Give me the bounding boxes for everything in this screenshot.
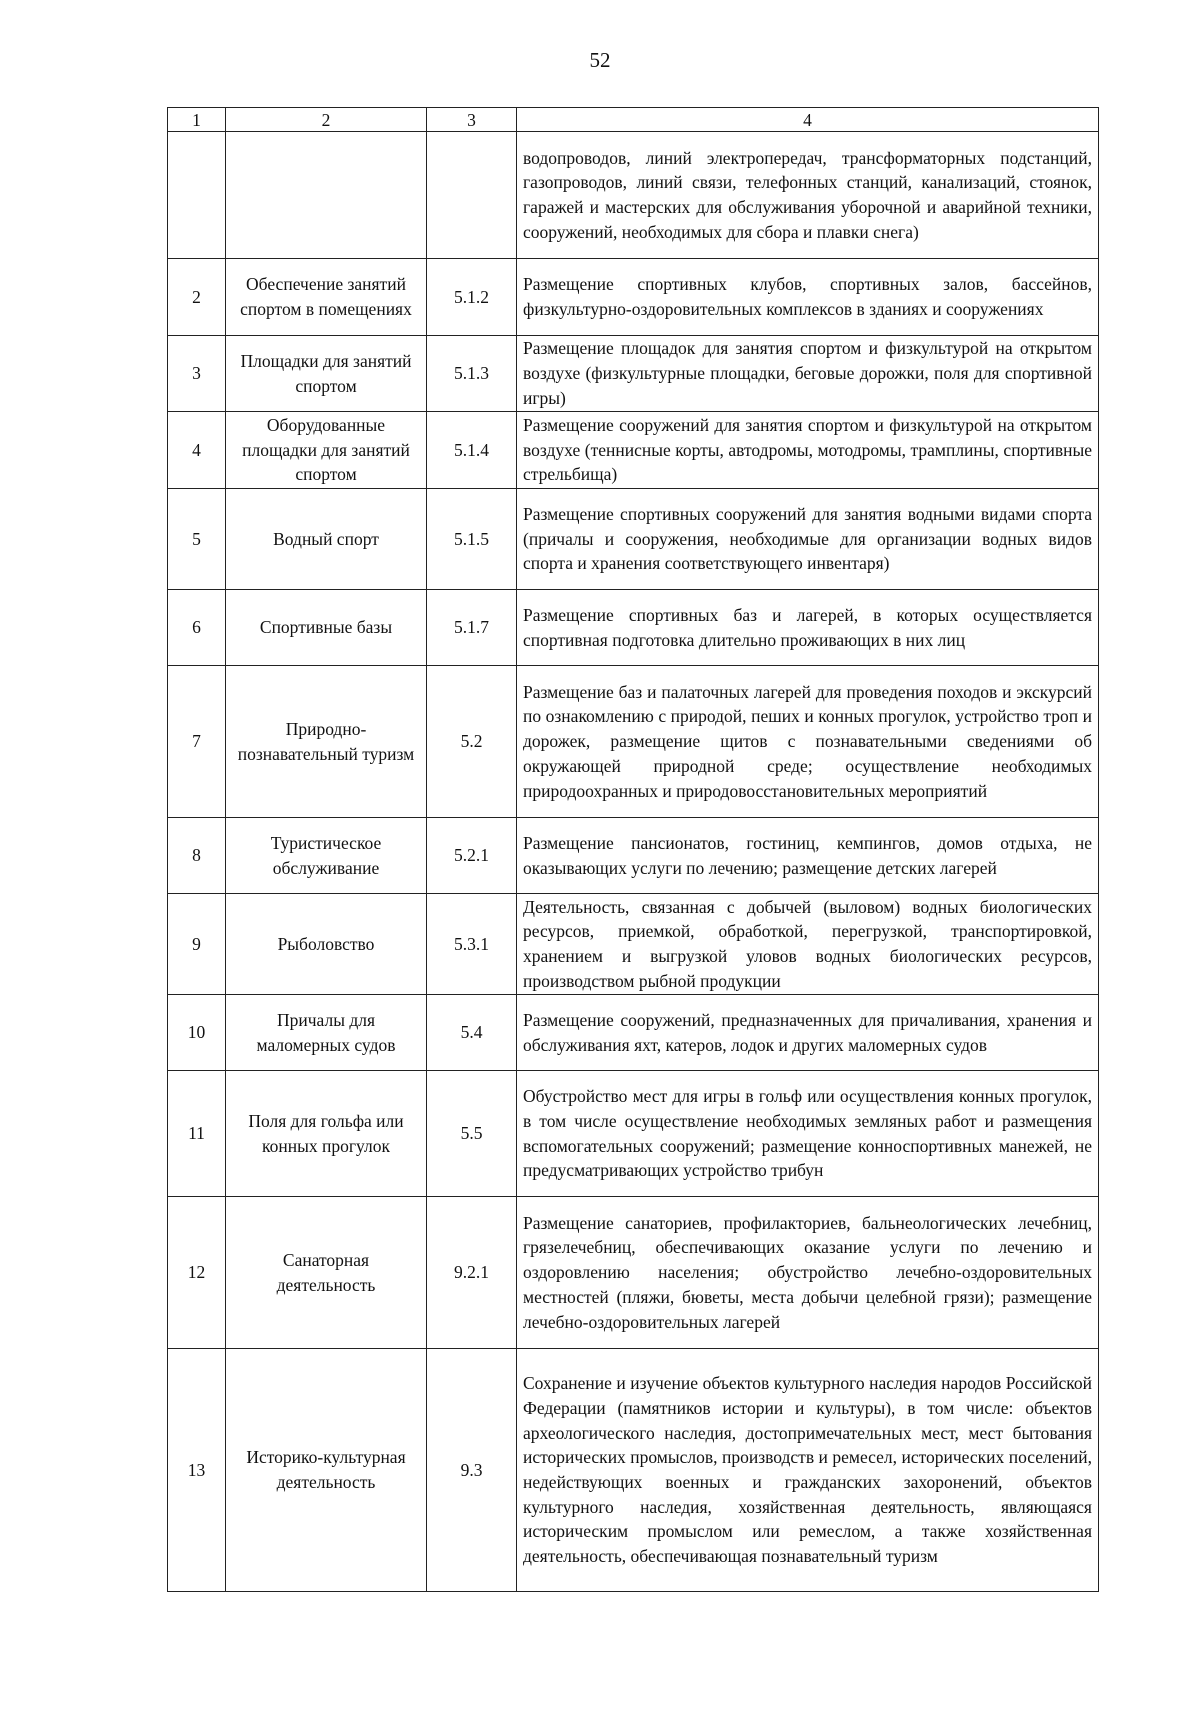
row-number: 7 (168, 666, 226, 818)
row-description: Размещение сооружений, предназначенных для причаливания, хранения и обслуживания яхт, катеров, лодок и других маломерных судов (517, 995, 1099, 1071)
row-number: 4 (168, 412, 226, 489)
row-name: Природно-познавательный туризм (226, 666, 427, 818)
row-name: Спортивные базы (226, 590, 427, 666)
row-description: Обустройство мест для игры в гольф или осуществления конных прогулок, в том числе осуществление необходимых земляных работ и размещения вспомогательных сооружений; размещение конноспортивных манежей, не предусматривающих устройство трибун (517, 1071, 1099, 1197)
row-code: 5.1.4 (427, 412, 517, 489)
row-name: Водный спорт (226, 489, 427, 590)
row-name: Поля для гольфа или конных прогулок (226, 1071, 427, 1197)
row-number: 8 (168, 818, 226, 894)
table-row (168, 818, 1099, 894)
row-description: Размещение спортивных сооружений для занятия водными видами спорта (причалы и сооружения, необходимые для организации водных видов спорта и хранения соответствующего инвентаря) (517, 489, 1099, 590)
row-name: Туристическое обслуживание (226, 818, 427, 894)
row-name (226, 132, 427, 259)
row-description: Размещение сооружений для занятия спортом и физкультурой на открытом воздухе (теннисные корты, автодромы, мотодромы, трамплины, спортивные стрельбища) (517, 412, 1099, 489)
row-number: 11 (168, 1071, 226, 1197)
row-number: 2 (168, 259, 226, 336)
row-code: 5.4 (427, 995, 517, 1071)
row-number: 10 (168, 995, 226, 1071)
row-number: 13 (168, 1349, 226, 1592)
row-description: Размещение пансионатов, гостиниц, кемпингов, домов отдыха, не оказывающих услуги по лечению; размещение детских лагерей (517, 818, 1099, 894)
row-code: 9.3 (427, 1349, 517, 1592)
row-code: 5.1.2 (427, 259, 517, 336)
row-code: 5.1.7 (427, 590, 517, 666)
table-row (168, 995, 1099, 1071)
row-code: 5.2 (427, 666, 517, 818)
row-name: Причалы для маломерных судов (226, 995, 427, 1071)
header-col-4: 4 (517, 108, 1099, 132)
table-row (168, 132, 1099, 259)
row-name: Обеспечение занятий спортом в помещениях (226, 259, 427, 336)
page-number: 52 (589, 48, 611, 72)
row-description: Размещение спортивных клубов, спортивных залов, бассейнов, физкультурно-оздоровительных комплексов в зданиях и сооружениях (517, 259, 1099, 336)
table-row (168, 412, 1099, 489)
table-row (168, 489, 1099, 590)
row-description: водопроводов, линий электропередач, трансформаторных подстанций, газопроводов, линий связи, телефонных станций, канализаций, стоянок, гаражей и мастерских для обслуживания уборочной и аварийной техники, сооружений, необходимых для сбора и плавки снега) (517, 132, 1099, 259)
row-number (168, 132, 226, 259)
table-row (168, 1349, 1099, 1592)
row-number: 6 (168, 590, 226, 666)
row-name: Санаторная деятельность (226, 1197, 427, 1349)
row-number: 12 (168, 1197, 226, 1349)
header-col-2: 2 (226, 108, 427, 132)
table-header-row (168, 108, 1099, 132)
row-code: 5.2.1 (427, 818, 517, 894)
row-description: Размещение спортивных баз и лагерей, в которых осуществляется спортивная подготовка длительно проживающих в них лиц (517, 590, 1099, 666)
land-use-table (167, 107, 1099, 1592)
row-description: Деятельность, связанная с добычей (выловом) водных биологических ресурсов, приемкой, обработкой, перегрузкой, транспортировкой, хранением и выгрузкой уловов водных биологических ресурсов, производством рыбной продукции (517, 894, 1099, 995)
row-description: Размещение площадок для занятия спортом и физкультурой на открытом воздухе (физкультурные площадки, беговые дорожки, поля для спортивной игры) (517, 336, 1099, 412)
header-col-3: 3 (427, 108, 517, 132)
row-name: Историко-культурная деятельность (226, 1349, 427, 1592)
row-name: Рыболовство (226, 894, 427, 995)
row-number: 9 (168, 894, 226, 995)
table-row (168, 336, 1099, 412)
row-description: Сохранение и изучение объектов культурного наследия народов Российской Федерации (памятников истории и культуры), в том числе: объектов археологического наследия, достопримечательных мест, мест бытования исторических промыслов, производств и ремесел, исторических поселений, недействующих военных и гражданских захоронений, объектов культурного наследия, хозяйственная деятельность, являющаяся историческим промыслом или ремеслом, а также хозяйственная деятельность, обеспечивающая познавательный туризм (517, 1349, 1099, 1592)
row-code: 5.3.1 (427, 894, 517, 995)
table-row (168, 1071, 1099, 1197)
table-row (168, 1197, 1099, 1349)
table-row (168, 894, 1099, 995)
row-number: 5 (168, 489, 226, 590)
row-description: Размещение баз и палаточных лагерей для проведения походов и экскурсий по ознакомлению с природой, пеших и конных прогулок, устройство троп и дорожек, размещение щитов с познавательными сведениями об окружающей природной среде; осуществление необходимых природоохранных и природовосстановительных мероприятий (517, 666, 1099, 818)
header-col-1: 1 (168, 108, 226, 132)
row-name: Площадки для занятий спортом (226, 336, 427, 412)
row-description: Размещение санаториев, профилакториев, бальнеологических лечебниц, грязелечебниц, обеспечивающих оказание услуги по лечению и оздоровлению населения; обустройство лечебно-оздоровительных местностей (пляжи, бюветы, места добычи целебной грязи); размещение лечебно-оздоровительных лагерей (517, 1197, 1099, 1349)
row-code (427, 132, 517, 259)
row-code: 5.5 (427, 1071, 517, 1197)
row-code: 5.1.5 (427, 489, 517, 590)
table-row (168, 590, 1099, 666)
row-code: 9.2.1 (427, 1197, 517, 1349)
row-number: 3 (168, 336, 226, 412)
row-code: 5.1.3 (427, 336, 517, 412)
table-row (168, 666, 1099, 818)
table-row (168, 259, 1099, 336)
row-name: Оборудованные площадки для занятий спортом (226, 412, 427, 489)
